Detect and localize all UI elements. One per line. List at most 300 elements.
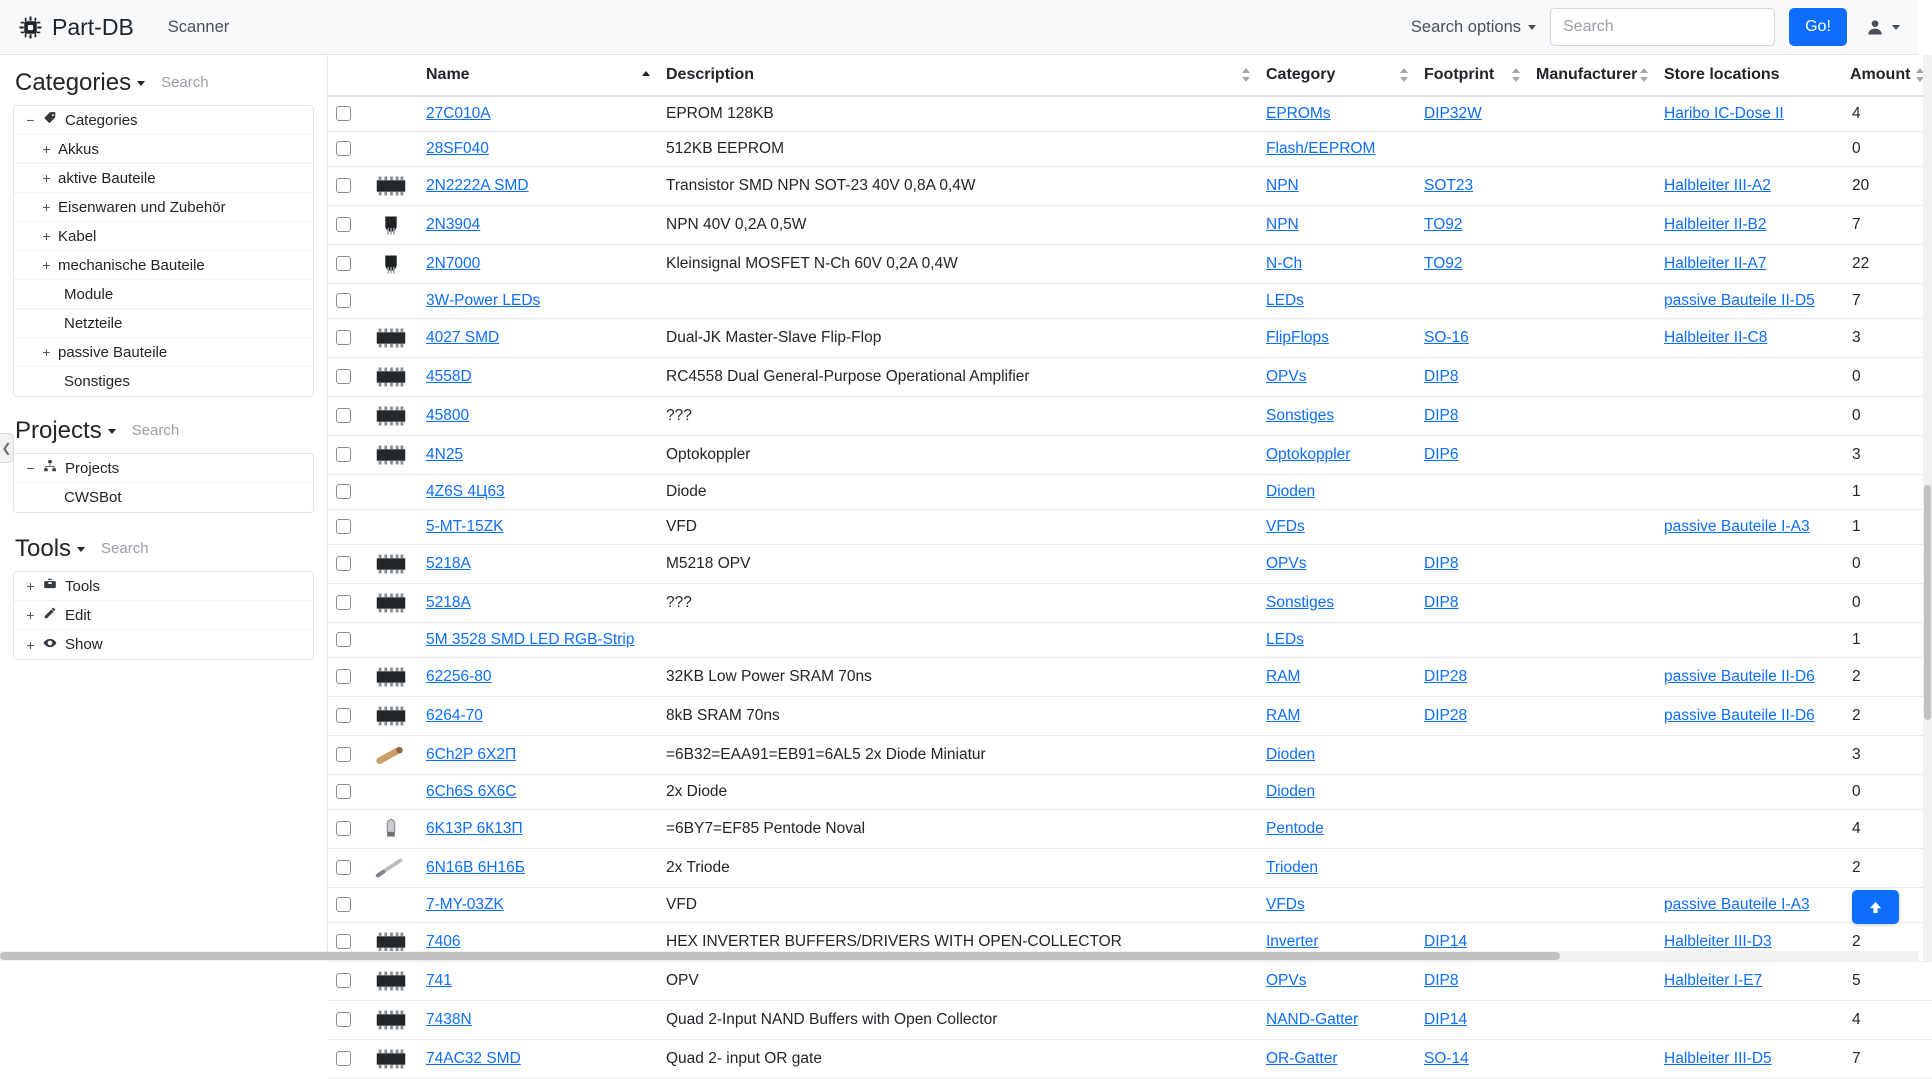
row-name-cell <box>418 810 658 849</box>
part-name-link[interactable]: 3W-Power LEDs <box>426 292 541 309</box>
category-link[interactable]: Pentode <box>1266 820 1324 837</box>
part-thumbnail-icon <box>372 553 410 575</box>
table-row[interactable] <box>328 697 1932 736</box>
row-checkbox[interactable] <box>336 556 351 571</box>
category-link[interactable]: Flash/EEPROM <box>1266 140 1376 157</box>
store-location-link[interactable]: passive Bauteile II-D5 <box>1664 292 1815 309</box>
part-name-link[interactable]: 7-MY-03ZK <box>426 896 504 913</box>
row-select-cell[interactable] <box>328 358 364 397</box>
part-name-link[interactable]: 5218A <box>426 555 471 572</box>
part-thumbnail-icon <box>372 931 410 953</box>
footprint-link[interactable]: DIP28 <box>1424 707 1468 724</box>
tools-panel-title[interactable] <box>15 535 85 563</box>
tools-title-text: Tools <box>15 535 72 562</box>
scrollbar-thumb[interactable] <box>1924 485 1931 720</box>
row-store-cell <box>1656 510 1842 545</box>
tree-toggle-icon[interactable]: + <box>26 607 35 623</box>
row-category-cell <box>1258 284 1416 319</box>
row-checkbox[interactable] <box>336 484 351 499</box>
part-name-link[interactable]: 6264-70 <box>426 707 483 724</box>
tree-item[interactable] <box>14 367 313 396</box>
store-location-link[interactable]: passive Bauteile II-D6 <box>1664 707 1815 724</box>
part-name-link[interactable]: 741 <box>426 972 452 989</box>
tree-item-label: CWSBot <box>64 489 122 506</box>
part-name-link[interactable]: 2N7000 <box>426 255 481 272</box>
part-name-link[interactable]: 4558D <box>426 368 472 385</box>
row-name-cell <box>418 697 658 736</box>
store-location-link[interactable]: passive Bauteile II-D6 <box>1664 668 1815 685</box>
tree-toggle-icon[interactable]: + <box>42 344 51 360</box>
table-row[interactable] <box>328 775 1932 810</box>
category-link[interactable]: LEDs <box>1266 631 1304 648</box>
row-checkbox[interactable] <box>336 934 351 949</box>
toolbox-icon <box>42 577 58 595</box>
row-amount-cell: 1 <box>1842 475 1932 510</box>
footprint-link[interactable]: TO92 <box>1424 255 1463 272</box>
row-picture-cell <box>364 167 418 206</box>
table-row[interactable] <box>328 849 1932 888</box>
categories-panel-header <box>13 67 314 105</box>
row-name-cell <box>418 545 658 584</box>
table-row[interactable] <box>328 397 1932 436</box>
column-header-amount[interactable] <box>1842 55 1932 96</box>
row-select-cell[interactable] <box>328 658 364 697</box>
row-category-cell <box>1258 206 1416 245</box>
tree-toggle-icon[interactable]: − <box>26 460 35 476</box>
category-link[interactable]: Inverter <box>1266 933 1319 950</box>
tree-item[interactable] <box>14 338 313 367</box>
row-manufacturer-cell <box>1528 245 1656 284</box>
projects-panel-header <box>13 415 314 453</box>
pencil-icon <box>42 606 58 624</box>
part-name-link[interactable]: 4027 SMD <box>426 329 500 346</box>
category-link[interactable]: Dioden <box>1266 483 1316 500</box>
row-select-cell[interactable] <box>328 775 364 810</box>
row-select-cell[interactable] <box>328 888 364 923</box>
part-thumbnail-icon <box>372 175 410 197</box>
footprint-link[interactable]: DIP8 <box>1424 555 1459 572</box>
column-header-category[interactable] <box>1258 55 1416 96</box>
category-link[interactable]: N-Ch <box>1266 255 1303 272</box>
column-header-manufacturer[interactable] <box>1528 55 1656 96</box>
row-footprint-cell <box>1416 545 1528 584</box>
row-manufacturer-cell <box>1528 436 1656 475</box>
store-location-link[interactable]: passive Bauteile I-A3 <box>1664 518 1810 535</box>
category-link[interactable]: LEDs <box>1266 292 1304 309</box>
store-location-link[interactable]: Halbleiter III-D3 <box>1664 933 1772 950</box>
part-name-link[interactable]: 62256-80 <box>426 668 492 685</box>
part-thumbnail-icon <box>372 818 410 840</box>
tree-toggle-icon[interactable]: + <box>42 141 51 157</box>
footprint-link[interactable]: DIP8 <box>1424 594 1459 611</box>
row-footprint-cell <box>1416 206 1528 245</box>
nav-item-scanner[interactable]: Scanner <box>167 17 230 36</box>
part-name-link[interactable]: 4N25 <box>426 446 464 463</box>
row-picture-cell <box>364 358 418 397</box>
part-thumbnail-icon <box>372 366 410 388</box>
row-category-cell <box>1258 167 1416 206</box>
row-checkbox[interactable] <box>336 447 351 462</box>
table-row[interactable] <box>328 245 1932 284</box>
row-select-cell[interactable] <box>328 736 364 775</box>
row-name-cell <box>418 658 658 697</box>
row-store-cell <box>1656 436 1842 475</box>
table-row[interactable] <box>328 358 1932 397</box>
table-row[interactable] <box>328 1040 1932 1079</box>
tree-item[interactable] <box>14 483 313 512</box>
tree-item[interactable] <box>14 454 313 483</box>
tree-item[interactable] <box>14 164 313 193</box>
column-header-description[interactable] <box>658 55 1258 96</box>
category-link[interactable]: NAND-Gatter <box>1266 1011 1359 1028</box>
part-name-link[interactable]: 74AC32 SMD <box>426 1050 521 1067</box>
row-description-cell: ??? <box>658 584 1258 623</box>
footprint-link[interactable]: DIP14 <box>1424 1011 1468 1028</box>
table-row[interactable] <box>328 810 1932 849</box>
part-name-link[interactable]: 4Z6S 4Ц63 <box>426 483 505 500</box>
category-link[interactable]: RAM <box>1266 668 1301 685</box>
row-select-cell[interactable] <box>328 397 364 436</box>
store-location-link[interactable]: Halbleiter I-E7 <box>1664 972 1763 989</box>
row-manufacturer-cell <box>1528 623 1656 658</box>
row-picture-cell <box>364 584 418 623</box>
row-picture-cell <box>364 697 418 736</box>
row-select-cell[interactable] <box>328 623 364 658</box>
category-link[interactable]: Optokoppler <box>1266 446 1351 463</box>
row-footprint-cell <box>1416 245 1528 284</box>
row-description-cell: Kleinsignal MOSFET N-Ch 60V 0,2A 0,4W <box>658 245 1258 284</box>
row-name-cell <box>418 510 658 545</box>
search-options-dropdown[interactable] <box>1411 18 1536 37</box>
column-header-name[interactable] <box>418 55 658 96</box>
row-checkbox[interactable] <box>336 293 351 308</box>
part-name-link[interactable]: 2N3904 <box>426 216 481 233</box>
row-checkbox[interactable] <box>336 519 351 534</box>
row-name-cell <box>418 888 658 923</box>
row-category-cell <box>1258 962 1416 1001</box>
category-link[interactable]: Dioden <box>1266 746 1316 763</box>
row-select-cell[interactable] <box>328 962 364 1001</box>
table-row[interactable] <box>328 888 1932 923</box>
row-checkbox[interactable] <box>336 408 351 423</box>
tree-item[interactable] <box>14 309 313 338</box>
part-name-link[interactable]: 6Ch2P 6Х2П <box>426 746 517 763</box>
footprint-link[interactable]: DIP14 <box>1424 933 1468 950</box>
part-name-link[interactable]: 45800 <box>426 407 470 424</box>
category-link[interactable]: Sonstiges <box>1266 594 1335 611</box>
row-checkbox[interactable] <box>336 784 351 799</box>
row-checkbox[interactable] <box>336 217 351 232</box>
footprint-link[interactable]: SO-16 <box>1424 329 1469 346</box>
table-row[interactable] <box>328 658 1932 697</box>
row-select-cell[interactable] <box>328 697 364 736</box>
row-description-cell: 2x Triode <box>658 849 1258 888</box>
category-link[interactable]: FlipFlops <box>1266 329 1329 346</box>
row-select-cell[interactable] <box>328 132 364 167</box>
store-location-link[interactable]: Halbleiter II-A7 <box>1664 255 1767 272</box>
row-amount-cell: 7 <box>1842 206 1932 245</box>
row-store-cell <box>1656 810 1842 849</box>
row-select-cell[interactable] <box>328 96 364 132</box>
row-checkbox[interactable] <box>336 897 351 912</box>
table-row[interactable] <box>328 319 1932 358</box>
row-amount-cell: 4 <box>1842 1001 1932 1040</box>
row-select-cell[interactable] <box>328 849 364 888</box>
table-row[interactable] <box>328 510 1932 545</box>
row-picture-cell <box>364 397 418 436</box>
table-row[interactable] <box>328 545 1932 584</box>
row-select-cell[interactable] <box>328 167 364 206</box>
footprint-link[interactable]: TO92 <box>1424 216 1463 233</box>
row-amount-cell: 7 <box>1842 1040 1932 1079</box>
store-location-link[interactable]: passive Bauteile I-A3 <box>1664 896 1810 913</box>
row-checkbox[interactable] <box>336 141 351 156</box>
row-checkbox[interactable] <box>336 256 351 271</box>
row-picture-cell <box>364 510 418 545</box>
main-vertical-scrollbar[interactable] <box>1923 55 1932 961</box>
part-thumbnail-icon <box>372 705 410 727</box>
row-select-cell[interactable] <box>328 436 364 475</box>
row-select-cell[interactable] <box>328 475 364 510</box>
footprint-link[interactable]: DIP32W <box>1424 105 1482 122</box>
row-select-cell[interactable] <box>328 245 364 284</box>
footprint-link[interactable]: DIP8 <box>1424 972 1459 989</box>
eye-icon <box>42 636 58 654</box>
tree-item[interactable] <box>14 193 313 222</box>
column-header-picture[interactable] <box>364 55 418 96</box>
row-select-cell[interactable] <box>328 810 364 849</box>
tree-item[interactable] <box>14 135 313 164</box>
category-link[interactable]: Dioden <box>1266 783 1316 800</box>
table-row[interactable] <box>328 436 1932 475</box>
category-link[interactable]: EPROMs <box>1266 105 1331 122</box>
row-description-cell: Dual-JK Master-Slave Flip-Flop <box>658 319 1258 358</box>
row-description-cell: Optokoppler <box>658 436 1258 475</box>
category-link[interactable]: VFDs <box>1266 518 1305 535</box>
row-select-cell[interactable] <box>328 319 364 358</box>
row-name-cell <box>418 96 658 132</box>
row-category-cell <box>1258 736 1416 775</box>
sidebar-collapse-handle[interactable]: ❮ <box>0 433 14 463</box>
row-checkbox[interactable] <box>336 747 351 762</box>
part-name-link[interactable]: 2N2222A SMD <box>426 177 529 194</box>
row-store-cell <box>1656 623 1842 658</box>
row-amount-cell: 20 <box>1842 167 1932 206</box>
row-checkbox[interactable] <box>336 178 351 193</box>
row-checkbox[interactable] <box>336 973 351 988</box>
category-link[interactable]: VFDs <box>1266 896 1305 913</box>
table-row[interactable] <box>328 167 1932 206</box>
row-checkbox[interactable] <box>336 708 351 723</box>
row-select-cell[interactable] <box>328 284 364 319</box>
store-location-link[interactable]: Halbleiter II-B2 <box>1664 216 1767 233</box>
footprint-link[interactable]: DIP8 <box>1424 368 1459 385</box>
tree-item[interactable] <box>14 280 313 309</box>
projects-panel-title[interactable] <box>15 417 116 445</box>
tree-item-label: Categories <box>65 111 138 129</box>
row-store-cell <box>1656 1040 1842 1079</box>
table-header <box>328 55 1932 96</box>
tree-toggle-icon[interactable]: + <box>26 636 35 653</box>
store-location-link[interactable]: Haribo IC-Dose II <box>1664 105 1784 122</box>
category-link[interactable]: Trioden <box>1266 859 1318 876</box>
row-checkbox[interactable] <box>336 1051 351 1066</box>
tree-item-show[interactable] <box>14 630 313 659</box>
tree-toggle-icon[interactable]: − <box>26 112 35 128</box>
category-link[interactable]: RAM <box>1266 707 1301 724</box>
part-name-link[interactable]: 5-MT-15ZK <box>426 518 504 535</box>
footprint-link[interactable]: DIP8 <box>1424 407 1459 424</box>
row-footprint-cell <box>1416 888 1528 923</box>
category-link[interactable]: OR-Gatter <box>1266 1050 1338 1067</box>
table-row[interactable] <box>328 284 1932 319</box>
column-header-storelocations[interactable] <box>1656 55 1842 96</box>
part-name-link[interactable]: 6N16B 6Н16Б <box>426 859 525 876</box>
row-name-cell <box>418 475 658 510</box>
row-store-cell <box>1656 1001 1842 1040</box>
row-category-cell <box>1258 96 1416 132</box>
row-select-cell[interactable] <box>328 1001 364 1040</box>
sidebar-panel-categories <box>13 67 314 397</box>
tools-search-input[interactable] <box>97 537 312 561</box>
row-amount-cell: 1 <box>1842 510 1932 545</box>
part-name-link[interactable]: 7406 <box>426 933 461 950</box>
row-footprint-cell <box>1416 319 1528 358</box>
tree-toggle-icon[interactable]: + <box>26 578 35 594</box>
user-icon <box>1865 17 1885 37</box>
part-name-link[interactable]: 5M 3528 SMD LED RGB-Strip <box>426 631 635 648</box>
store-location-link[interactable]: Halbleiter II-C8 <box>1664 329 1768 346</box>
table-row[interactable] <box>328 1001 1932 1040</box>
row-checkbox[interactable] <box>336 860 351 875</box>
row-select-cell[interactable] <box>328 510 364 545</box>
chevron-down-icon <box>77 547 85 552</box>
row-checkbox[interactable] <box>336 595 351 610</box>
row-picture-cell <box>364 736 418 775</box>
tree-item-edit[interactable] <box>14 601 313 630</box>
row-select-cell[interactable] <box>328 584 364 623</box>
scrollbar-thumb[interactable] <box>0 952 1560 960</box>
table-row[interactable] <box>328 475 1932 510</box>
row-checkbox[interactable] <box>336 821 351 836</box>
category-link[interactable]: OPVs <box>1266 972 1307 989</box>
row-picture-cell <box>364 284 418 319</box>
row-description-cell: ??? <box>658 397 1258 436</box>
row-footprint-cell <box>1416 436 1528 475</box>
projects-search-input[interactable] <box>128 419 335 443</box>
part-name-link[interactable]: 6K13P 6К13П <box>426 820 523 837</box>
tree-item[interactable] <box>14 251 313 280</box>
part-name-link[interactable]: 27C010A <box>426 105 491 122</box>
category-link[interactable]: OPVs <box>1266 368 1307 385</box>
row-checkbox[interactable] <box>336 330 351 345</box>
footprint-link[interactable]: DIP28 <box>1424 668 1468 685</box>
categories-panel-title[interactable] <box>15 69 145 97</box>
column-header-select[interactable] <box>328 55 364 96</box>
row-manufacturer-cell <box>1528 284 1656 319</box>
column-header-footprint[interactable] <box>1416 55 1528 96</box>
tree-toggle-icon[interactable]: + <box>42 228 51 244</box>
tree-toggle-icon[interactable]: + <box>42 199 51 215</box>
part-thumbnail-icon <box>372 214 410 236</box>
table-row[interactable] <box>328 96 1932 132</box>
footprint-link[interactable]: SOT23 <box>1424 177 1474 194</box>
part-name-link[interactable]: 6Ch6S 6Х6С <box>426 783 517 800</box>
row-select-cell[interactable] <box>328 1040 364 1079</box>
category-link[interactable]: NPN <box>1266 216 1299 233</box>
brand-logo[interactable] <box>18 14 134 41</box>
row-description-cell: HEX INVERTER BUFFERS/DRIVERS WITH OPEN-COLLECTOR <box>658 923 1258 962</box>
row-checkbox[interactable] <box>336 669 351 684</box>
part-thumbnail-icon <box>372 253 410 275</box>
store-location-link[interactable]: Halbleiter III-D5 <box>1664 1050 1772 1067</box>
row-manufacturer-cell <box>1528 584 1656 623</box>
table-row[interactable] <box>328 962 1932 1001</box>
row-picture-cell <box>364 96 418 132</box>
row-checkbox[interactable] <box>336 632 351 647</box>
row-footprint-cell <box>1416 962 1528 1001</box>
sidebar-panel-tools <box>13 533 314 660</box>
back-to-top-button[interactable] <box>1852 890 1899 924</box>
part-name-link[interactable]: 7438N <box>426 1011 472 1028</box>
category-link[interactable]: Sonstiges <box>1266 407 1335 424</box>
footprint-link[interactable]: DIP6 <box>1424 446 1459 463</box>
row-description-cell: RC4558 Dual General-Purpose Operational Amplifier <box>658 358 1258 397</box>
footprint-link[interactable]: SO-14 <box>1424 1050 1469 1067</box>
search-go-button[interactable]: Go! <box>1789 8 1847 46</box>
tree-item-tools[interactable] <box>14 572 313 601</box>
row-checkbox[interactable] <box>336 369 351 384</box>
row-store-cell <box>1656 849 1842 888</box>
row-manufacturer-cell <box>1528 1001 1656 1040</box>
tree-toggle-icon[interactable]: + <box>42 257 51 273</box>
part-thumbnail-icon <box>372 327 410 349</box>
search-input[interactable] <box>1550 8 1775 46</box>
table-row[interactable] <box>328 132 1932 167</box>
tree-item[interactable] <box>14 222 313 251</box>
user-menu[interactable] <box>1861 17 1900 37</box>
categories-tree <box>13 105 314 397</box>
row-manufacturer-cell <box>1528 810 1656 849</box>
row-name-cell <box>418 962 658 1001</box>
row-manufacturer-cell <box>1528 849 1656 888</box>
row-select-cell[interactable] <box>328 206 364 245</box>
tree-toggle-icon[interactable]: + <box>42 170 51 186</box>
table-row[interactable] <box>328 623 1932 658</box>
row-store-cell <box>1656 736 1842 775</box>
page-horizontal-scrollbar[interactable] <box>0 951 1918 961</box>
row-amount-cell: 0 <box>1842 397 1932 436</box>
row-checkbox[interactable] <box>336 106 351 121</box>
category-link[interactable]: OPVs <box>1266 555 1307 572</box>
category-link[interactable]: NPN <box>1266 177 1299 194</box>
chip-icon <box>18 15 43 40</box>
part-name-link[interactable]: 5218A <box>426 594 471 611</box>
row-manufacturer-cell <box>1528 962 1656 1001</box>
table-row[interactable] <box>328 206 1932 245</box>
row-footprint-cell <box>1416 810 1528 849</box>
row-description-cell: VFD <box>658 888 1258 923</box>
table-row[interactable] <box>328 584 1932 623</box>
row-footprint-cell <box>1416 475 1528 510</box>
store-location-link[interactable]: Halbleiter III-A2 <box>1664 177 1771 194</box>
row-manufacturer-cell <box>1528 697 1656 736</box>
row-select-cell[interactable] <box>328 545 364 584</box>
row-checkbox[interactable] <box>336 1012 351 1027</box>
part-name-link[interactable]: 28SF040 <box>426 140 489 157</box>
tree-item[interactable] <box>14 106 313 135</box>
table-row[interactable] <box>328 736 1932 775</box>
